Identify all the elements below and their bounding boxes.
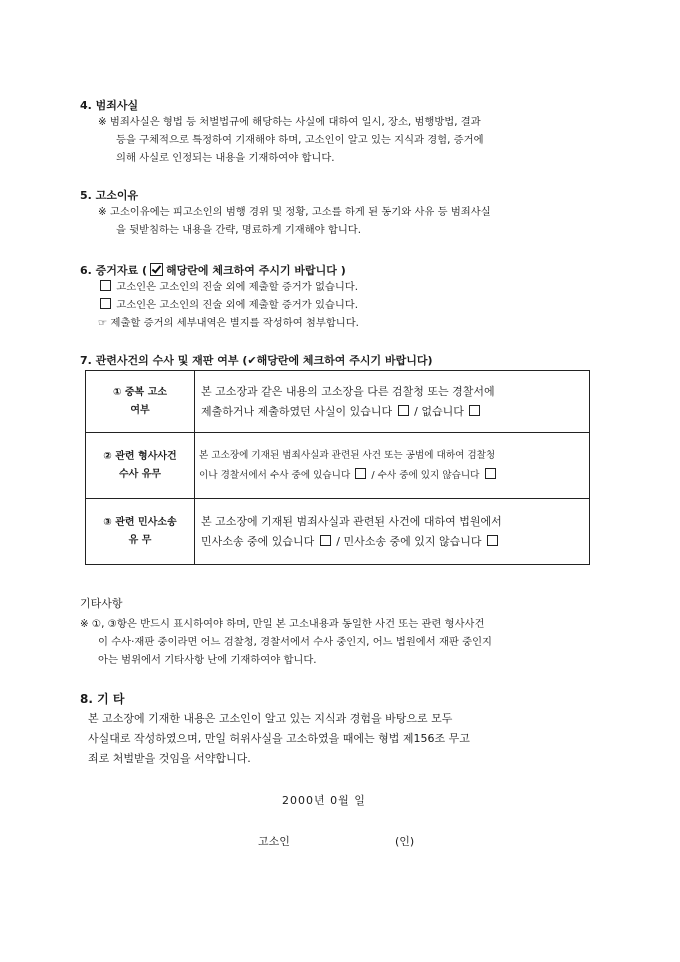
row-3-header [86, 499, 195, 565]
evidence-none-checkbox[interactable] [100, 280, 111, 291]
etc-line-2: 이 수사·재판 중이라면 어느 검찰청, 경찰서에서 수사 중인지, 어느 법원에서 재판 중인지 [98, 636, 492, 648]
section-6-title-suffix: 해당란에 체크하여 주시기 바랍니다 ) [166, 264, 346, 277]
row-2-header-line-1: ② 관련 형사사건 [103, 450, 177, 462]
section-6-title [80, 262, 346, 278]
complainant-label: 고소인 [258, 835, 290, 848]
row-3-header-line-1: ③ 관련 민사소송 [103, 516, 177, 528]
row-3-body-line-2 [201, 532, 583, 552]
row-2-body-line-1: 본 고소장에 기재된 범죄사실과 관련된 사건 또는 공범에 대하여 검찰청 [199, 449, 496, 461]
row-3-yes-label: 민사소송 중에 있습니다 [201, 534, 315, 548]
evidence-exists-checkbox[interactable] [100, 298, 111, 309]
evidence-exists-label: 고소인은 고소인의 진술 외에 제출할 증거가 있습니다. [116, 299, 359, 311]
row-1-yes-checkbox[interactable] [398, 405, 409, 416]
table-row [86, 371, 590, 433]
table-row [86, 433, 590, 499]
row-3-no-checkbox[interactable] [487, 535, 498, 546]
row-2-yes-checkbox[interactable] [355, 468, 366, 479]
row-1-header-line-1: ① 중복 고소 [112, 386, 168, 398]
section-4-line-2: 등을 구체적으로 특정하여 기재해야 하며, 고소인이 알고 있는 지식과 경험, 증거에 [116, 134, 484, 146]
row-2-body-line-2 [199, 466, 583, 486]
row-1-header [86, 371, 195, 433]
section-8-title: 8. 기 타 [80, 692, 125, 706]
evidence-option-exists [98, 298, 358, 312]
etc-line-3: 아는 범위에서 기타사항 난에 기재하여야 합니다. [98, 654, 317, 666]
section-5-title: 5. 고소이유 [80, 189, 139, 202]
section-8-line-1: 본 고소장에 기재한 내용은 고소인이 알고 있는 지식과 경험을 바탕으로 모두 [88, 712, 453, 725]
row-1-body-line-1: 본 고소장과 같은 내용의 고소장을 다른 검찰청 또는 경찰서에 [201, 384, 495, 398]
row-1-header-line-2: 여부 [130, 404, 150, 416]
section-5-line-2: 을 뒷받침하는 내용을 간략, 명료하게 기재해야 합니다. [116, 224, 362, 236]
row-3-body [195, 499, 590, 565]
row-1-no-checkbox[interactable] [469, 405, 480, 416]
row-3-header-line-2: 유 무 [128, 534, 152, 546]
checked-box-icon [150, 263, 163, 276]
row-1-body [195, 371, 590, 433]
row-2-yes-label: 이나 경찰서에서 수사 중에 있습니다 [199, 469, 351, 481]
row-3-body-line-1: 본 고소장에 기재된 범죄사실과 관련된 사건에 대하여 법원에서 [201, 514, 502, 528]
evidence-note [98, 316, 359, 330]
row-2-header-line-2: 수사 유무 [118, 468, 162, 480]
etc-line-1: ※ ①, ③항은 반드시 표시하여야 하며, 만일 본 고소내용과 동일한 사건 또는 관련 형사사건 [80, 618, 485, 630]
signature-date: 2000년 0월 일 [282, 794, 366, 807]
row-2-no-checkbox[interactable] [485, 468, 496, 479]
pointing-hand-icon: ☞ [98, 317, 108, 329]
evidence-note-text: 제출할 증거의 세부내역은 별지를 작성하여 첨부합니다. [110, 317, 359, 329]
section-5-line-1: ※ 고소이유에는 피고소인의 범행 경위 및 정황, 고소를 하게 된 동기와 사유 등 범죄사실 [98, 206, 491, 218]
row-2-body [195, 433, 590, 499]
row-3-yes-checkbox[interactable] [320, 535, 331, 546]
section-8-line-3: 죄로 처벌받을 것임을 서약합니다. [88, 752, 251, 765]
section-7-title: 7. 관련사건의 수사 및 재판 여부 (✔해당란에 체크하여 주시기 바랍니다) [80, 354, 433, 367]
evidence-none-label: 고소인은 고소인의 진술 외에 제출할 증거가 없습니다. [116, 281, 359, 293]
section-4-line-3: 의해 사실로 인정되는 내용을 기재하여야 합니다. [116, 152, 335, 164]
table-row [86, 499, 590, 565]
section-8-line-2: 사실대로 작성하였으며, 만일 허위사실을 고소하였을 때에는 형법 제156조 무고 [88, 732, 470, 745]
section-4-title: 4. 범죄사실 [80, 99, 139, 112]
row-3-no-label: / 민사소송 중에 있지 않습니다 [332, 534, 482, 548]
row-1-no-label: / 없습니다 [410, 404, 464, 418]
section-6-title-prefix: 6. 증거자료 ( [80, 264, 148, 277]
row-1-body-line-2 [201, 402, 583, 422]
row-2-header [86, 433, 195, 499]
section-4-line-1: ※ 범죄사실은 형법 등 처벌법규에 해당하는 사실에 대하여 일시, 장소, 범행방법, 결과 [98, 116, 481, 128]
row-2-no-label: / 수사 중에 있지 않습니다 [368, 469, 480, 481]
seal-mark: (인) [395, 835, 415, 848]
related-cases-table [85, 370, 590, 565]
row-1-yes-label: 제출하거나 제출하였던 사실이 있습니다 [201, 404, 393, 418]
etc-title: 기타사항 [80, 597, 123, 610]
evidence-option-none [98, 280, 358, 294]
